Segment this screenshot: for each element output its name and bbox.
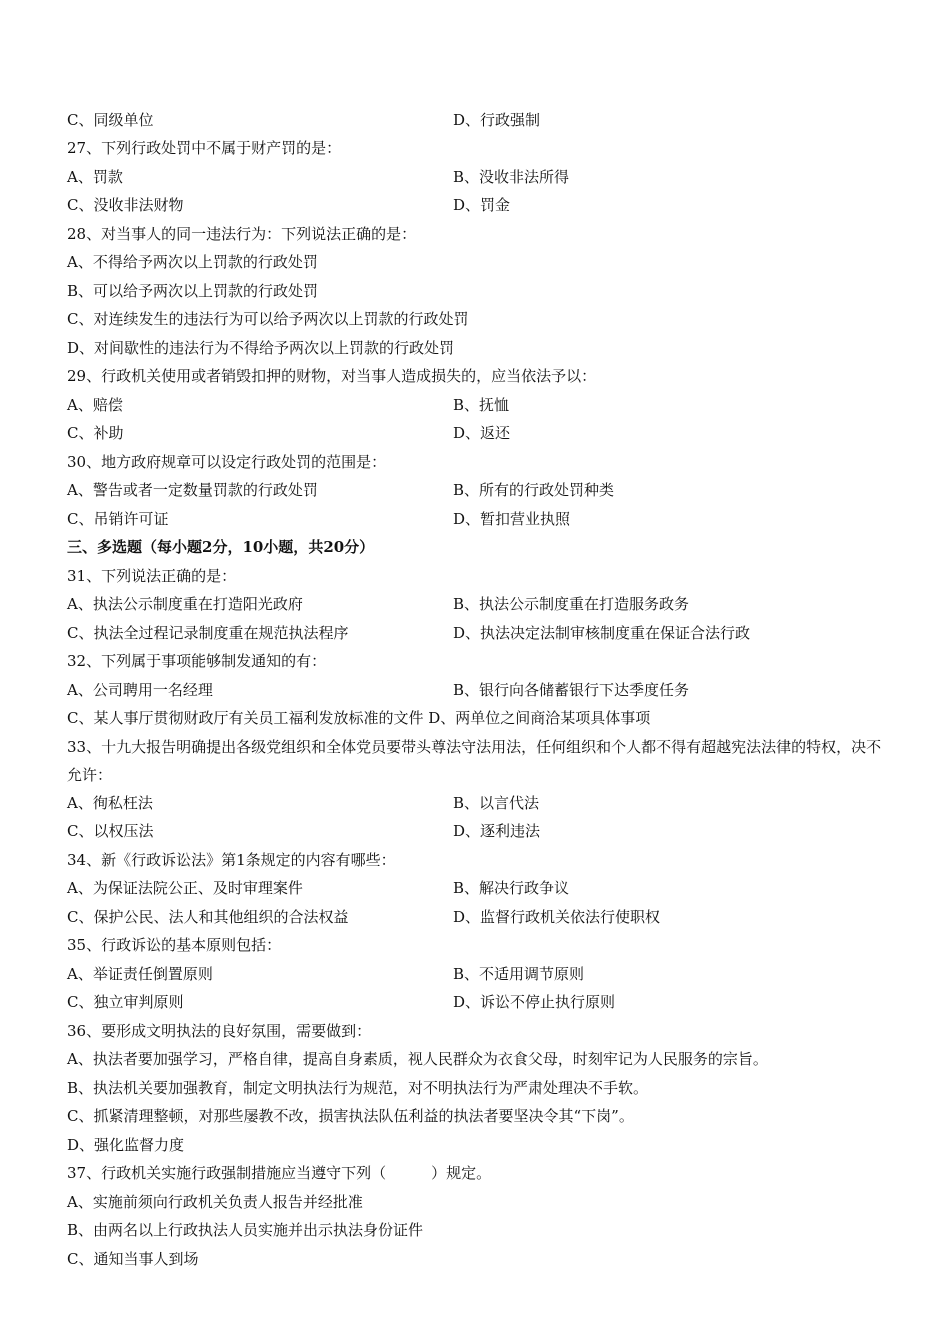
option-line: B、不适用调节原则 [453,965,585,983]
option-line: A、徇私枉法 [67,794,153,812]
option-line: C、对连续发生的违法行为可以给予两次以上罚款的行政处罚 [67,310,469,328]
option-line: D、对间歇性的违法行为不得给予两次以上罚款的行政处罚 [67,339,455,357]
option-line: B、没收非法所得 [453,168,570,186]
option-line: A、举证责任倒置原则 [67,965,213,983]
question-line: 33、十九大报告明确提出各级党组织和全体党员要带头尊法守法用法，任何组织和个人都不得有超越宪法法律的特权，决不允许： [67,738,882,784]
option-line: A、执法者要加强学习，严格自律，提高自身素质，视人民群众为衣食父母，时刻牢记为人民服务的宗旨。 [67,1050,768,1068]
option-line: A、赔偿 [67,396,123,414]
option-line: C、吊销许可证 [67,510,169,528]
option-line: C、执法全过程记录制度重在规范执法程序 [67,624,349,642]
option-line: A、不得给予两次以上罚款的行政处罚 [67,253,318,271]
option-line: C、补助 [67,424,124,442]
option-line: B、由两名以上行政执法人员实施并出示执法身份证件 [67,1221,424,1239]
option-line: C、抓紧清理整顿，对那些屡教不改，损害执法队伍利益的执法者要坚决令其“下岗”。 [67,1107,634,1125]
option-line: B、所有的行政处罚种类 [453,481,615,499]
option-line: D、行政强制 [453,111,541,129]
option-line: C、没收非法财物 [67,196,184,214]
option-line: D、强化监督力度 [67,1136,185,1154]
option-line: B、以言代法 [453,794,540,812]
question-line: 29、行政机关使用或者销毁扣押的财物，对当事人造成损失的，应当依法予以： [67,367,597,385]
question-line: 28、对当事人的同一违法行为：下列说法正确的是： [67,225,417,243]
option-line: B、解决行政争议 [453,879,570,897]
question-line: 30、地方政府规章可以设定行政处罚的范围是： [67,453,387,471]
option-line: D、暂扣营业执照 [453,510,571,528]
option-line: A、警告或者一定数量罚款的行政处罚 [67,481,318,499]
option-line: A、实施前须向行政机关负责人报告并经批准 [67,1193,363,1211]
question-line: 34、新《行政诉讼法》第1条规定的内容有哪些： [67,851,396,869]
option-line: D、监督行政机关依法行使职权 [453,908,661,926]
option-line: C、通知当事人到场 [67,1250,199,1268]
question-line: 37、行政机关实施行政强制措施应当遵守下列（ ）规定。 [67,1164,492,1182]
option-line: B、可以给予两次以上罚款的行政处罚 [67,282,319,300]
question-line: 27、下列行政处罚中不属于财产罚的是： [67,139,342,157]
section-heading: 三、多选题（每小题2分，10小题，共20分） [67,538,375,556]
option-line: D、执法决定法制审核制度重在保证合法行政 [453,624,751,642]
option-line: D、返还 [453,424,511,442]
option-line: C、独立审判原则 [67,993,184,1011]
option-line: C、以权压法 [67,822,154,840]
option-line: B、银行向各储蓄银行下达季度任务 [453,681,690,699]
option-line: A、执法公示制度重在打造阳光政府 [67,595,303,613]
option-line: C、同级单位 [67,111,154,129]
question-line: 32、下列属于事项能够制发通知的有： [67,652,327,670]
option-line: B、执法公示制度重在打造服务政务 [453,595,690,613]
option-line: C、保护公民、法人和其他组织的合法权益 [67,908,349,926]
option-line: D、逐利违法 [453,822,541,840]
option-line: A、为保证法院公正、及时审理案件 [67,879,303,897]
option-line: D、罚金 [453,196,511,214]
question-line: 35、行政诉讼的基本原则包括： [67,936,282,954]
option-line: A、罚款 [67,168,123,186]
option-line: A、公司聘用一名经理 [67,681,213,699]
option-line: D、诉讼不停止执行原则 [453,993,616,1011]
question-line: 31、下列说法正确的是： [67,567,237,585]
option-line: B、抚恤 [453,396,510,414]
option-line: B、执法机关要加强教育，制定文明执法行为规范，对不明执法行为严肃处理决不手软。 [67,1079,649,1097]
question-line: 36、要形成文明执法的良好氛围，需要做到： [67,1022,372,1040]
option-line: C、某人事厅贯彻财政厅有关员工福利发放标准的文件 D、两单位之间商洽某项具体事项 [67,709,651,727]
